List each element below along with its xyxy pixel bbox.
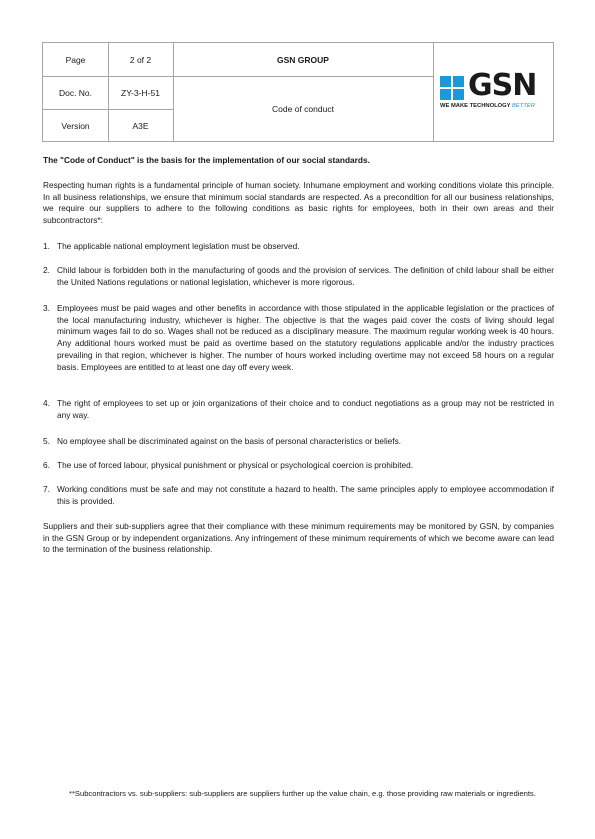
- list-item: 5. No employee shall be discriminated against on the basis of personal characteristics or beliefs.: [43, 436, 402, 446]
- list-item: 3. Employees must be paid wages and other benefits in accordance with those stipulated in the applicable legislation or the practices of the local manufacturing industry, whichever is higher. The objective is that the wages paid cover the costs of living should legal minimum wages fail to do so. Wages shall not be reduced as a disciplinary measure. The maximum regular working week is 40 hours. Any additional hours worked must be paid as overtime based on the statutory regulations applicable and/or the industry practices prevailing in that region, whichever is higher. The number of hours worked including overtime may not exceed 58 hours on a regular basis. Employees are entitled to at least one day off every week.: [43, 303, 554, 372]
- footnote: **Subcontractors vs. sub-suppliers: sub-suppliers are suppliers further up the value chain, e.g. those providing raw materials or ingredients.: [69, 789, 536, 798]
- closing-paragraph: Suppliers and their sub-suppliers agree that their compliance with these minimum requirements may be monitored by GSN, by companies in the GSN Group or by independent organizations. Any infringement of these minimum requirements of which we become aware can lead to the termination of the business relationship.: [43, 521, 554, 555]
- doc-number-label: Doc. No.: [58, 87, 93, 98]
- logo-wordmark: GSN: [468, 68, 537, 103]
- divider: [433, 43, 434, 141]
- company-name: GSN GROUP: [277, 54, 329, 65]
- list-item: 2. Child labour is forbidden both in the manufacturing of goods and the provision of services. The definition of child labour shall be either the United Nations regulations or national legislation, whichever is more rigorous.: [43, 265, 554, 287]
- logo-tagline: WE MAKE TECHNOLOGY BETTER: [440, 103, 535, 109]
- company-logo: [438, 43, 555, 143]
- list-item: 1. The applicable national employment legislation must be observed.: [43, 241, 300, 251]
- page-value: 2 of 2: [129, 54, 152, 65]
- list-item: 7. Working conditions must be safe and may not constitute a hazard to health. The same principles apply to employee accommodation if this is provided.: [43, 484, 554, 506]
- intro-heading: The "Code of Conduct" is the basis for the implementation of our social standards.: [43, 155, 370, 165]
- page-label: Page: [65, 54, 86, 65]
- header-table: [42, 42, 554, 142]
- doc-number-value: ZY-3-H-51: [121, 87, 160, 98]
- version-value: A3E: [132, 120, 149, 131]
- list-item: 6. The use of forced labour, physical punishment or physical or psychological coercion is prohibited.: [43, 460, 414, 470]
- version-label: Version: [61, 120, 90, 131]
- document-title: Code of conduct: [272, 104, 334, 114]
- intro-paragraph: Respecting human rights is a fundamental principle of human society. Inhumane employment and working conditions violate this principle. In all business relationships, we ensure that minimum social standards are respected. As a precondition for all our business relationships, we require our suppliers to adhere to the following conditions as basic rights for employees, both in their own areas and their subcontractors*:: [43, 180, 554, 226]
- logo-grid-icon: [440, 76, 464, 100]
- list-item: 4. The right of employees to set up or join organizations of their choice and to conduct negotiations as a group may not be restricted in any way.: [43, 398, 554, 420]
